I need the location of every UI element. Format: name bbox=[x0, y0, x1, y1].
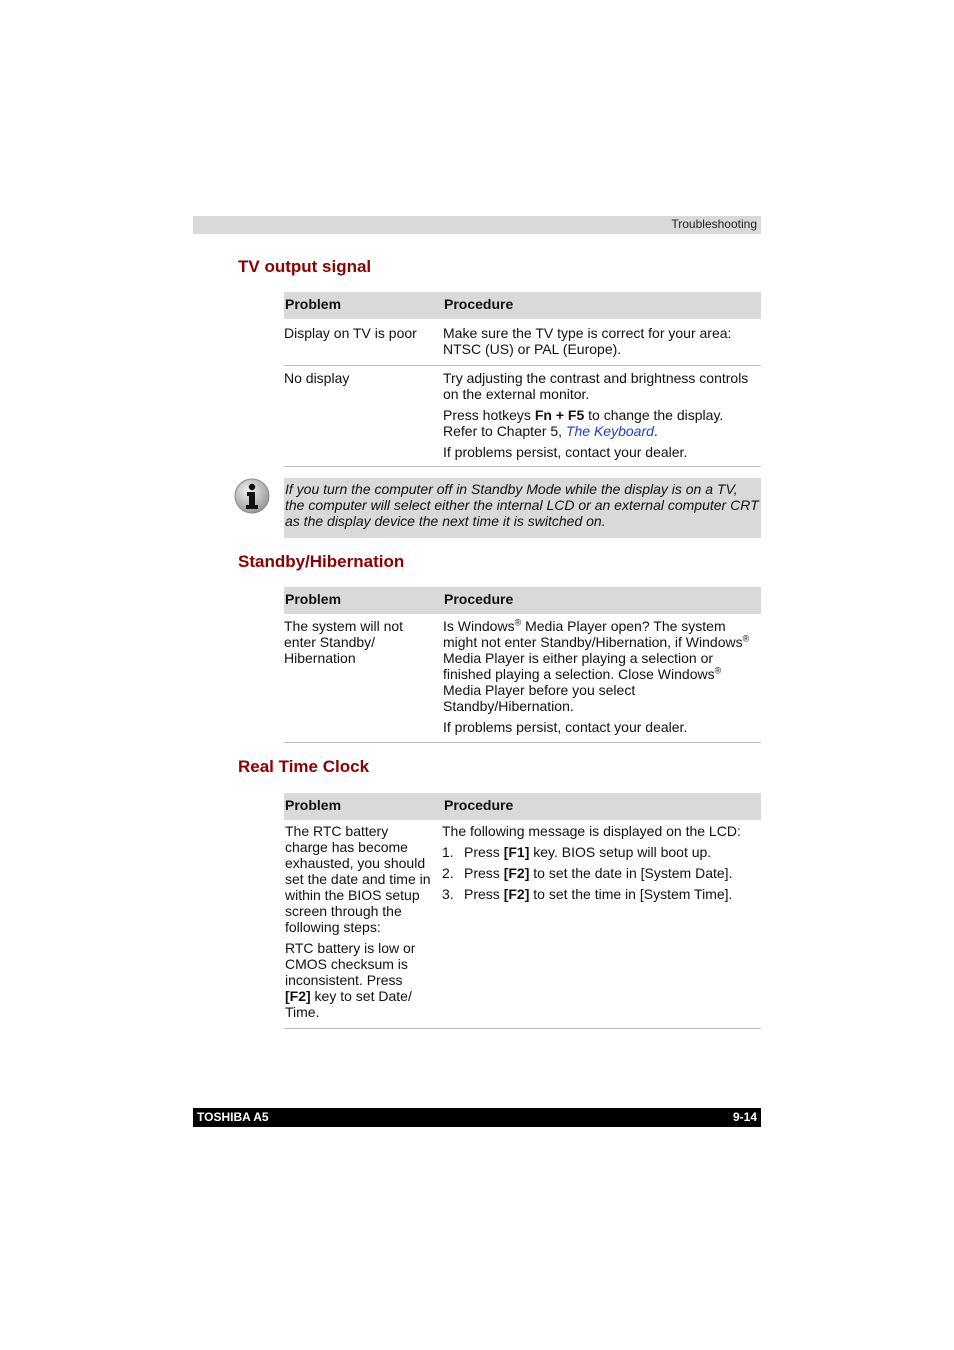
procedure-text: Try adjusting the contrast and brightness controls on the external monitor. bbox=[443, 370, 749, 402]
footer-bar bbox=[193, 1108, 761, 1127]
column-problem: Problem bbox=[285, 296, 342, 312]
problem-cell: No display bbox=[284, 370, 350, 386]
table-row bbox=[284, 820, 761, 1029]
tv-table bbox=[284, 292, 761, 467]
section-title: Troubleshooting bbox=[671, 217, 757, 231]
procedure-text: Press hotkeys Fn + F5 to change the display. Refer to Chapter 5, The Keyboard. bbox=[443, 407, 724, 439]
list-item: 1. Press [F1] key. BIOS setup will boot up. bbox=[442, 844, 712, 860]
steps-list bbox=[442, 844, 760, 902]
header-bar bbox=[193, 216, 761, 234]
problem-cell: Display on TV is poor bbox=[284, 325, 417, 341]
table-header bbox=[284, 587, 761, 614]
procedure-text: If problems persist, contact your dealer. bbox=[443, 444, 688, 460]
info-icon bbox=[234, 478, 270, 514]
table-row bbox=[284, 322, 761, 366]
column-problem: Problem bbox=[285, 797, 342, 813]
problem-cell bbox=[285, 823, 431, 1025]
problem-text: RTC battery is low or CMOS checksum is inconsistent. Press [F2] key to set Date/ Time. bbox=[285, 940, 416, 1020]
standby-table bbox=[284, 587, 761, 743]
footer-model: TOSHIBA A5 bbox=[197, 1110, 269, 1124]
table-row bbox=[284, 614, 761, 743]
note-box bbox=[284, 478, 761, 538]
table-row bbox=[284, 366, 761, 467]
procedure-text: The following message is displayed on the LCD: bbox=[442, 823, 741, 839]
problem-cell: The system will not enter Standby/ Hibernation bbox=[284, 618, 404, 666]
column-procedure: Procedure bbox=[444, 591, 514, 607]
table-header bbox=[284, 793, 761, 820]
procedure-cell bbox=[443, 370, 761, 465]
list-item: 2. Press [F2] to set the date in [System Date]. bbox=[442, 865, 733, 881]
heading-standby-hibernation: Standby/Hibernation bbox=[238, 552, 405, 571]
heading-tv-output-signal: TV output signal bbox=[238, 257, 372, 276]
page-number: 9-14 bbox=[732, 1110, 757, 1124]
procedure-cell bbox=[442, 823, 760, 907]
problem-text: The RTC battery charge has become exhausted, you should set the date and time in within the BIOS setup screen through the following steps: bbox=[285, 823, 431, 935]
table-header bbox=[284, 292, 761, 319]
column-procedure: Procedure bbox=[444, 296, 514, 312]
link-the-keyboard[interactable]: The Keyboard bbox=[565, 423, 654, 439]
note-text: If you turn the computer off in Standby Mode while the display is on a TV, the computer will select either the internal LCD or an external computer CRT as the display device the next time it is switched on. bbox=[285, 481, 759, 529]
procedure-text: Is Windows® Media Player open? The system might not enter Standby/Hibernation, if Windows® Media Player is either playing a selection or finished playing a selection. Close Windows® Media Player before you select Standby/Hibernation. bbox=[443, 617, 750, 714]
procedure-cell bbox=[443, 618, 761, 740]
rtc-table bbox=[284, 793, 761, 1029]
list-item: 3. Press [F2] to set the time in [System Time]. bbox=[442, 886, 733, 902]
procedure-cell: Make sure the TV type is correct for your area: NTSC (US) or PAL (Europe). bbox=[443, 325, 732, 357]
procedure-text: If problems persist, contact your dealer. bbox=[443, 719, 688, 735]
heading-real-time-clock: Real Time Clock bbox=[238, 757, 370, 776]
column-procedure: Procedure bbox=[444, 797, 514, 813]
column-problem: Problem bbox=[285, 591, 342, 607]
